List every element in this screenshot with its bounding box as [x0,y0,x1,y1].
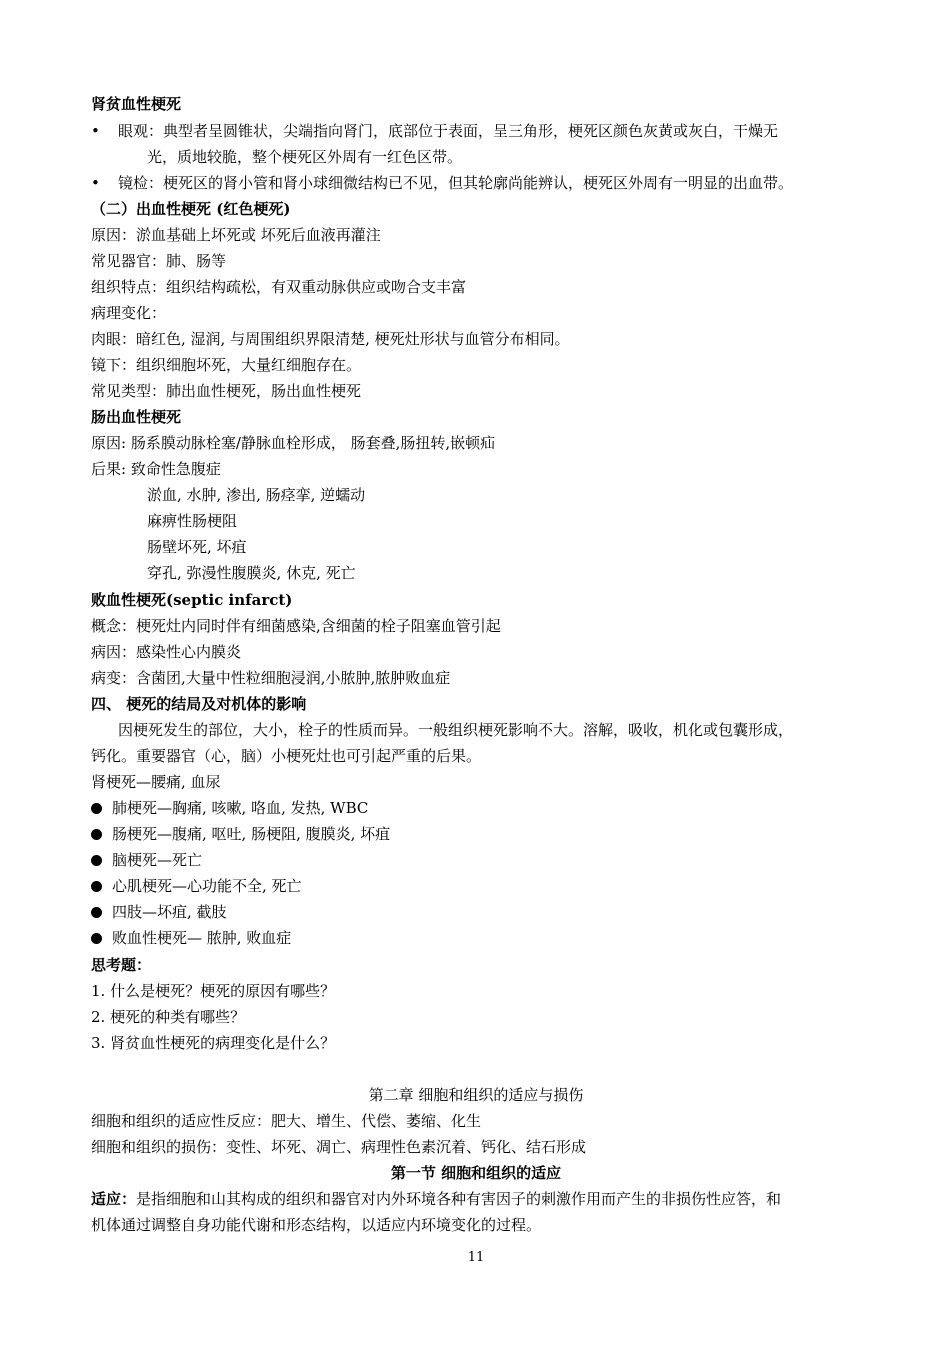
text-septic-concept: 概念：梗死灶内同时伴有细菌感染,含细菌的栓子阻塞血管引起 [91,617,501,635]
text-kidney: 肾梗死—腰痛, 血尿 [91,773,221,791]
bullet-circle-icon [91,855,102,866]
question-item: 3. 肾贫血性梗死的病理变化是什么？ [91,1034,336,1052]
text-micro: 镜下：组织细胞坏死，大量红细胞存在。 [91,356,362,374]
list-item [91,902,892,922]
list-item [91,850,892,870]
renal-gross-text: 眼观：典型者呈圆锥状，尖端指向肾门，底部位于表面，呈三角形，梗死区颜色灰黄或灰白，干燥无 [118,122,779,140]
bullet-circle-icon [91,881,102,892]
bullet-circle-icon [91,829,102,840]
heading-think: 思考题： [91,956,152,974]
text-gross: 肉眼：暗红色, 湿润, 与周围组织界限清楚, 梗死灶形状与血管分布相同。 [91,330,570,348]
heading-renal-anemic-infarct: 肾贫血性梗死 [91,95,182,113]
text-septic-cause: 病因：感染性心内膜炎 [91,643,242,661]
question-item: 1. 什么是梗死？梗死的原因有哪些？ [91,982,336,1000]
bullet-circle-icon [91,803,102,814]
text-organs: 常见器官：肺、肠等 [91,252,227,270]
question-item: 2. 梗死的种类有哪些？ [91,1008,246,1026]
heading-outcome: 四、 梗死的结局及对机体的影响 [91,695,307,713]
section-title: 第一节 细胞和组织的适应 [390,1164,562,1182]
renal-micro-text: 镜检：梗死区的肾小管和肾小球细微结构已不见，但其轮廓尚能辨认，梗死区外周有一明显的出血带。 [118,174,794,192]
list-item-text: 心肌梗死—心功能不全, 死亡 [112,877,302,895]
text-intestinal-result: 后果: 致命性急腹症 [91,460,221,478]
list-item [91,928,892,948]
text-intestinal-result-3: 肠壁坏死, 坏疽 [147,538,247,556]
heading-hemorrhagic-infarct: （二）出血性梗死 (红色梗死) [91,200,291,218]
text-intestinal-result-4: 穿孔, 弥漫性腹膜炎, 休克, 死亡 [147,564,356,582]
heading-intestinal-infarct: 肠出血性梗死 [91,408,182,426]
list-item [91,876,892,896]
bullet-dot: • [91,174,100,192]
list-item-text: 四肢—坏疽, 截肢 [112,903,227,921]
text-adapt-response: 细胞和组织的适应性反应：肥大、增生、代偿、萎缩、化生 [91,1112,482,1130]
adapt-definition-text: 是指细胞和山其构成的组织和器官对内外环境各种有害因子的刺激作用而产生的非损伤性应答，和 [136,1190,782,1208]
list-item-text: 肺梗死—胸痛, 咳嗽, 咯血, 发热, WBC [112,799,369,817]
bullet-circle-icon [91,907,102,918]
text-outcome-p1: 因梗死发生的部位，大小，栓子的性质而异。一般组织梗死影响不大。溶解，吸收，机化或包囊形成， [118,721,794,739]
list-item [91,824,892,844]
text-path-change: 病理变化： [91,304,167,322]
text-tissue: 组织特点：组织结构疏松，有双重动脉供应或吻合支丰富 [91,278,467,296]
text-cause: 原因：淤血基础上坏死或 坏死后血液再灌注 [91,226,381,244]
list-item-text: 败血性梗死— 脓肿, 败血症 [112,929,292,947]
heading-septic-infarct: 败血性梗死(septic infarct) [91,591,293,609]
list-item-text: 肠梗死—腹痛, 呕吐, 肠梗阻, 腹膜炎, 坏疽 [112,825,391,843]
list-item-text: 脑梗死—死亡 [112,851,203,869]
bullet-dot: • [91,122,100,140]
adapt-label: 适应： [91,1190,137,1208]
bullet-circle-icon [91,933,102,944]
text-outcome-p2: 钙化。重要器官（心，脑）小梗死灶也可引起严重的后果。 [91,747,482,765]
text-intestinal-cause: 原因: 肠系膜动脉栓塞/静脉血栓形成， 肠套叠,肠扭转,嵌顿疝 [91,434,496,452]
chapter-title: 第二章 细胞和组织的适应与损伤 [368,1086,584,1104]
text-intestinal-result-2: 麻痹性肠梗阻 [147,512,238,530]
text-intestinal-result-1: 淤血, 水肿, 渗出, 肠痉挛, 逆蠕动 [147,486,366,504]
text-adapt-definition-cont: 机体通过调整自身功能代谢和形态结构，以适应内环境变化的过程。 [91,1216,542,1234]
list-item [91,798,892,818]
text-septic-change: 病变：含菌团,大量中性粒细胞浸润,小脓肿,脓肿败血症 [91,669,451,687]
text-adapt-definition [91,1189,892,1209]
text-injury: 细胞和组织的损伤：变性、坏死、凋亡、病理性色素沉着、钙化、结石形成 [91,1138,587,1156]
page-number: 11 [467,1250,485,1265]
text-types: 常见类型：肺出血性梗死，肠出血性梗死 [91,382,362,400]
renal-gross-text-cont: 光，质地较脆，整个梗死区外周有一红色区带。 [147,148,463,166]
